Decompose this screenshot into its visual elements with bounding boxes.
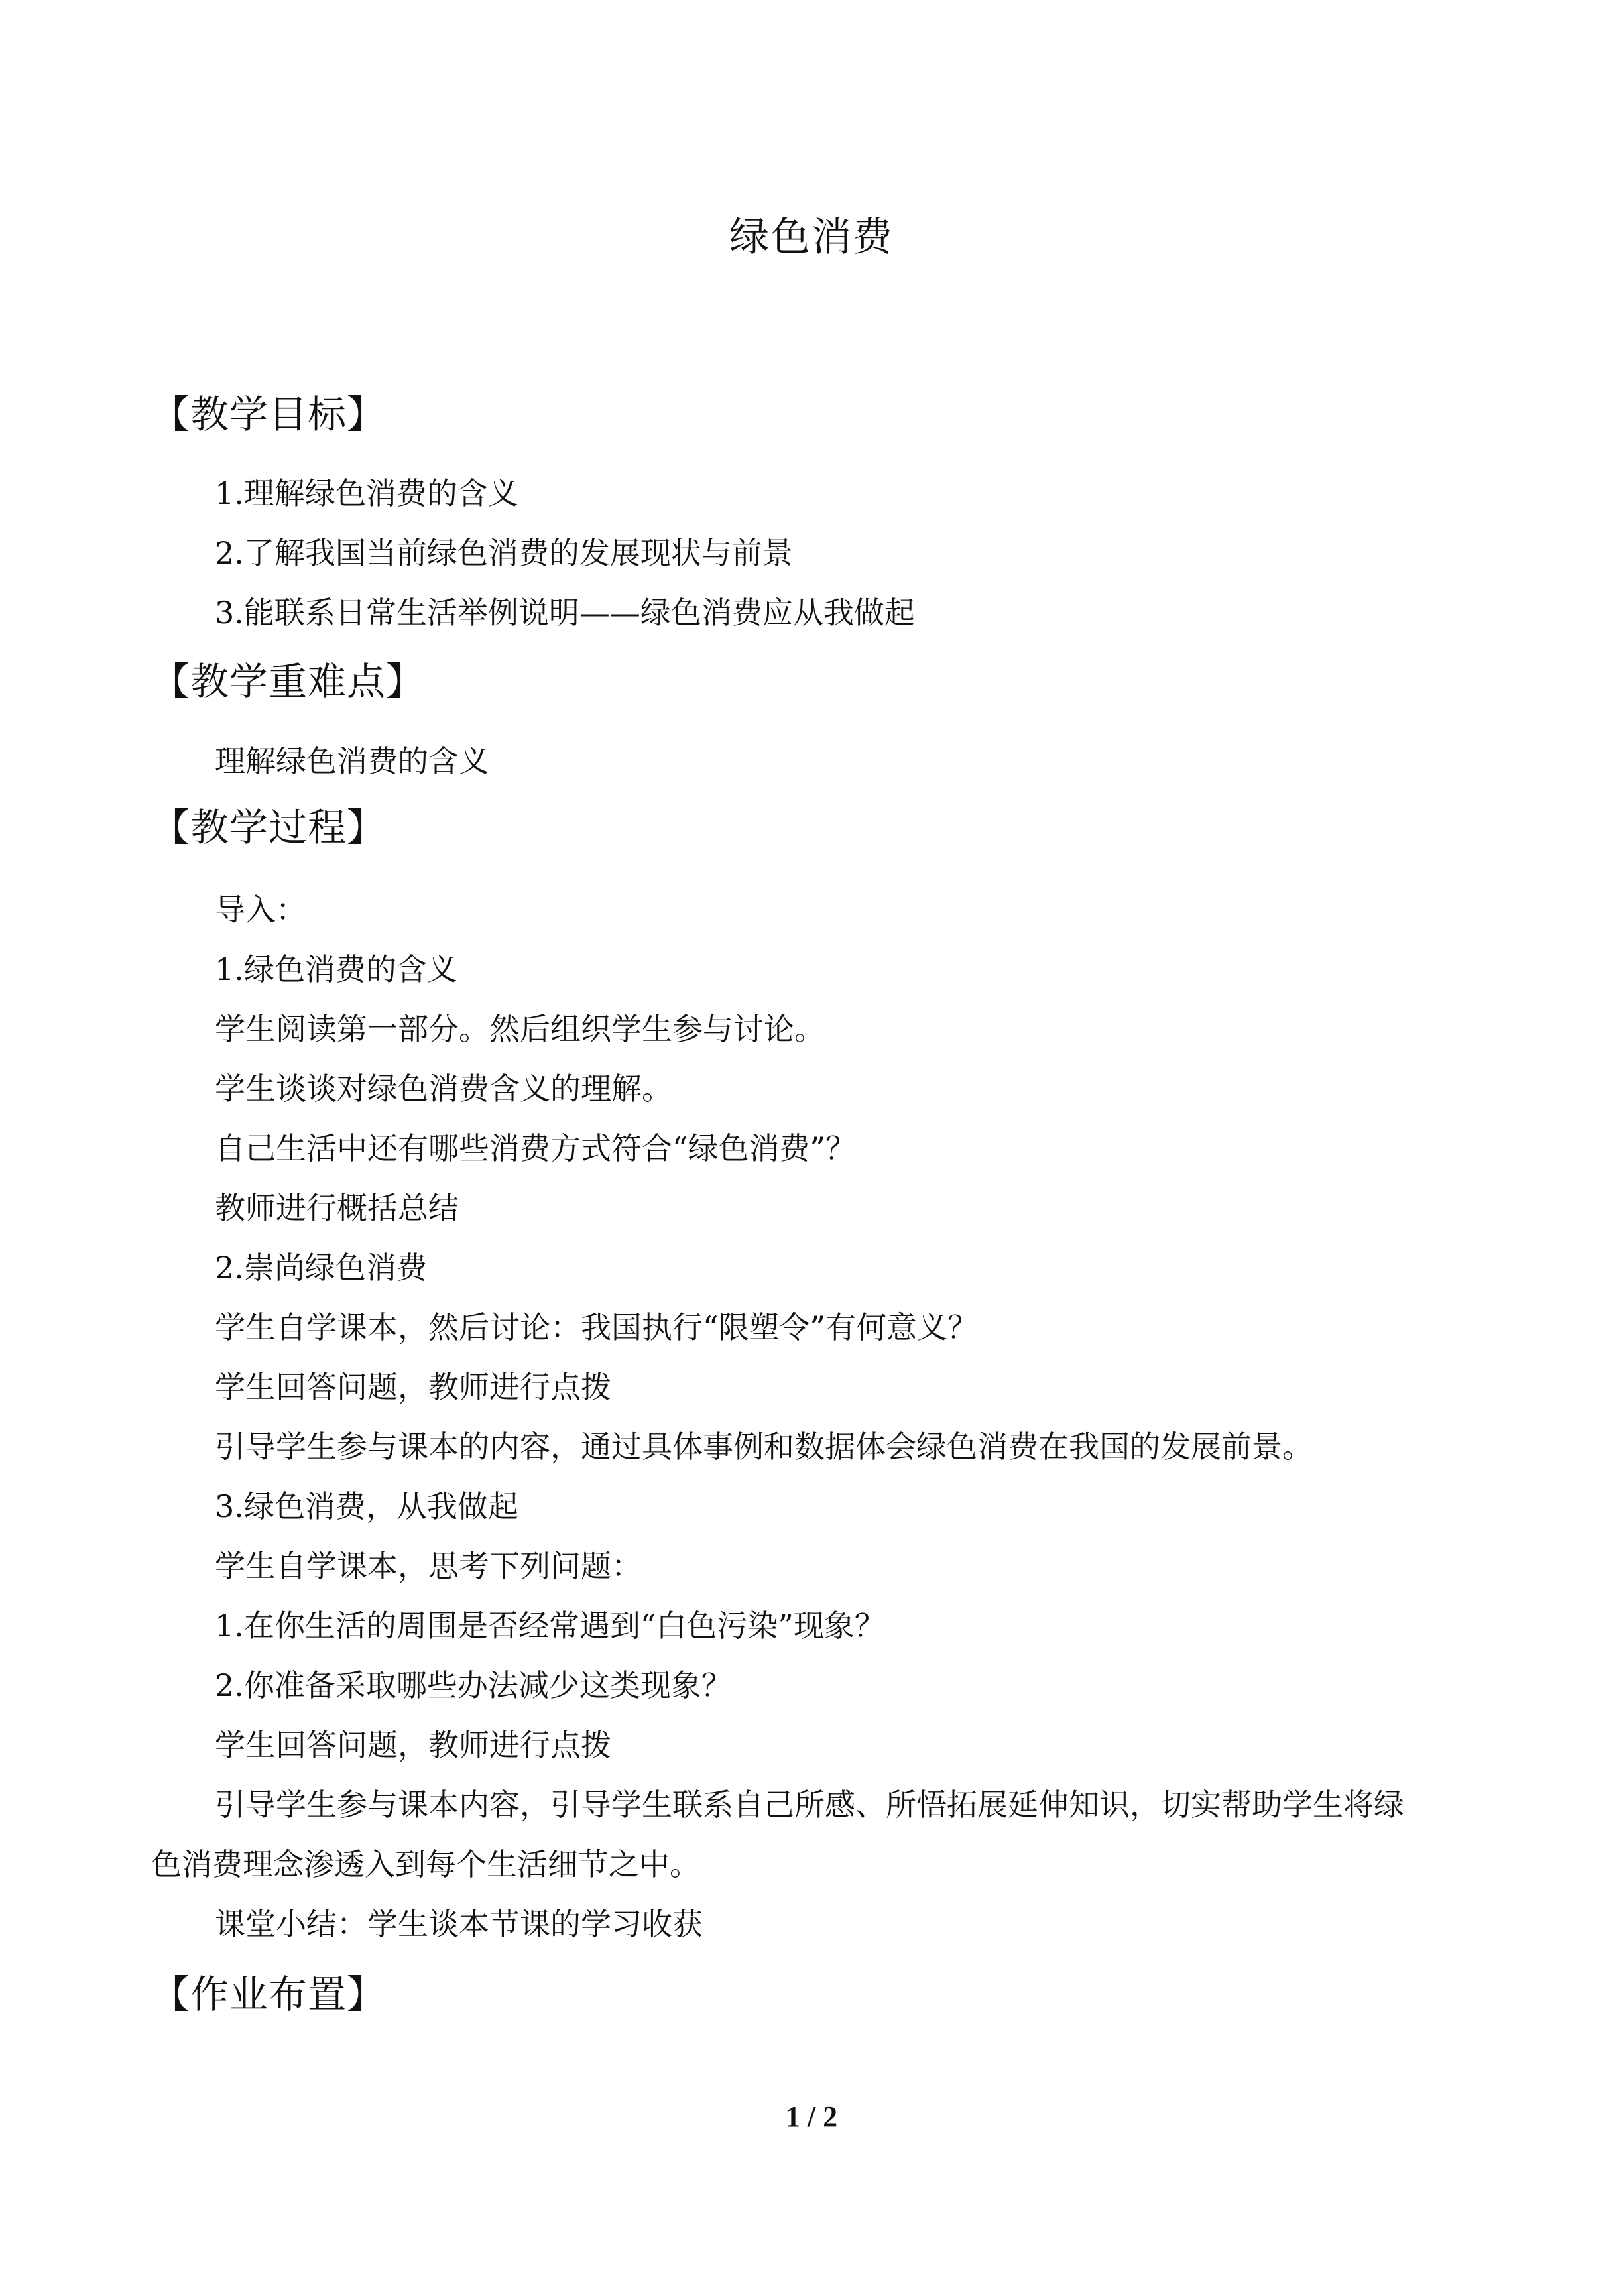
- process-line: 1.在你生活的周围是否经常遇到“白色污染”现象？: [215, 1608, 885, 1644]
- goal-item: 3.能联系日常生活举例说明——绿色消费应从我做起: [215, 595, 915, 631]
- process-line: 学生自学课本，思考下列问题：: [215, 1548, 642, 1584]
- process-line-continuation: 色消费理念渗透入到每个生活细节之中。: [151, 1846, 700, 1882]
- heading-key-points: 【教学重难点】: [151, 659, 426, 704]
- process-line: 2.你准备采取哪些办法减少这类现象？: [215, 1667, 732, 1703]
- goal-item: 2.了解我国当前绿色消费的发展现状与前景: [215, 535, 793, 571]
- process-line: 2.崇尚绿色消费: [215, 1250, 427, 1286]
- heading-homework: 【作业布置】: [151, 1972, 387, 2017]
- process-line: 学生自学课本，然后讨论：我国执行“限塑令”有何意义？: [215, 1309, 979, 1345]
- process-line: 教师进行概括总结: [215, 1190, 459, 1226]
- heading-teaching-process: 【教学过程】: [151, 805, 387, 850]
- page-number: 1 / 2: [785, 2100, 838, 2133]
- process-line: 引导学生参与课本的内容，通过具体事例和数据体会绿色消费在我国的发展前景。: [215, 1429, 1313, 1465]
- document-title: 绿色消费: [729, 214, 894, 261]
- process-line: 学生阅读第一部分。然后组织学生参与讨论。: [215, 1011, 825, 1047]
- process-line: 引导学生参与课本内容，引导学生联系自己所感、所悟拓展延伸知识，切实帮助学生将绿: [215, 1787, 1404, 1823]
- process-line: 学生回答问题，教师进行点拨: [215, 1727, 611, 1763]
- process-line: 学生回答问题，教师进行点拨: [215, 1369, 611, 1405]
- process-line: 课堂小结：学生谈本节课的学习收获: [215, 1906, 703, 1942]
- process-line: 学生谈谈对绿色消费含义的理解。: [215, 1071, 672, 1107]
- heading-teaching-goals: 【教学目标】: [151, 392, 387, 437]
- process-line: 自己生活中还有哪些消费方式符合“绿色消费”？: [215, 1130, 857, 1166]
- process-line: 导入：: [215, 892, 306, 928]
- process-line: 1.绿色消费的含义: [215, 951, 457, 987]
- key-point-item: 理解绿色消费的含义: [215, 743, 489, 779]
- goal-item: 1.理解绿色消费的含义: [215, 475, 518, 511]
- process-line: 3.绿色消费，从我做起: [215, 1488, 518, 1524]
